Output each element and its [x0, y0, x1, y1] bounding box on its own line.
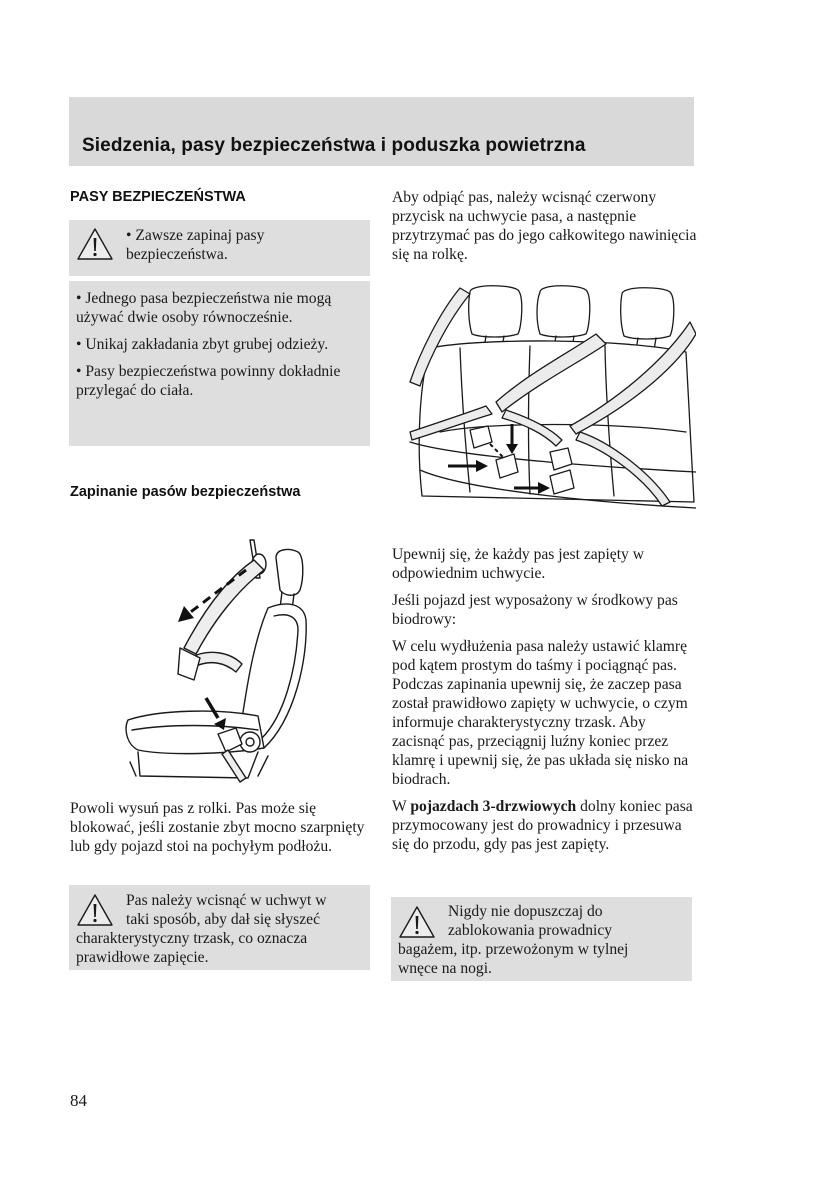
three-door-paragraph: [392, 797, 697, 854]
warning-2-line-1: Pas należy wcisnąć w uchwyt w: [126, 892, 327, 909]
warning-2-line-3: charakterystyczny trzask, co oznacza: [76, 930, 308, 947]
warning-1-line-1: • Zawsze zapinaj pasy: [126, 227, 265, 244]
warning-triangle-icon: [397, 904, 437, 940]
lap-belt-paragraph: Jeśli pojazd jest wyposażony w środkowy pas biodrowy:: [392, 592, 678, 628]
pull-belt-paragraph: Powoli wysuń pas z rolki. Pas może się blokować, jeśli zostanie zbyt mocno szarpnięty lub gdy pojazd stoi na pochyłym podłożu.: [70, 800, 365, 855]
check-buckle-paragraph: Upewnij się, że każdy pas jest zapięty w odpowiednim uchwycie.: [392, 546, 645, 582]
unbuckle-paragraph: Aby odpiąć pas, należy wcisnąć czerwony przycisk na uchwycie pasa, a następnie przytrzymać pas do jego całkowitego nawinięcia się na rolkę.: [392, 189, 697, 263]
chapter-header: [69, 97, 694, 166]
adjust-lap-belt-paragraph: W celu wydłużenia pasa należy ustawić klamrę pod kątem prostym do taśmy i pociągnąć pas. Podczas zapinania upewnij się, że zaczep pasa został prawidłowo zapięty w uchwycie, o czym informuje charakterystyczny trzask. Aby zacisnąć pas, przeciągnij luźny koniec przez klamrę i upewnij się, że pas układa się nisko na biodrach.: [392, 638, 689, 788]
right-text-block: [392, 545, 697, 862]
info-box: [69, 281, 370, 446]
three-door-bold: pojazdach 3-drzwiowych: [410, 798, 577, 815]
rear-seat-belts-illustration: [400, 282, 696, 532]
chapter-title: Siedzenia, pasy bezpieczeństwa i poduszka powietrzna: [82, 135, 586, 156]
bullet-item: • Pasy bezpieczeństwa powinny dokładnie przylegać do ciała.: [76, 363, 341, 399]
warning-3-line-2: zablokowania prowadnicy: [448, 922, 613, 939]
warning-triangle-icon: [75, 226, 115, 262]
warning-box-1: [69, 220, 370, 276]
warning-2-line-2: taki sposób, aby dał się słyszeć: [126, 911, 321, 928]
warning-3-line-3: bagażem, itp. przewożonym w tylnej: [398, 941, 629, 958]
three-door-suffix: dolny koniec pasa przymocowany jest do prowadnicy i przesuwa się do przodu, gdy pas jest zapięty.: [392, 798, 693, 853]
page-number: 84: [70, 1091, 87, 1110]
warning-box-3: [391, 897, 692, 981]
warning-3-line-1: Nigdy nie dopuszczaj do: [448, 903, 603, 920]
warning-3-line-4: wnęce na nogi.: [398, 960, 492, 977]
bullet-item: • Jednego pasa bezpieczeństwa nie mogą używać dwie osoby równocześnie.: [76, 290, 332, 326]
three-door-prefix: W: [392, 798, 411, 815]
warning-1-line-2: bezpieczeństwa.: [126, 246, 228, 263]
seat-belt-fastening-illustration: [118, 530, 318, 790]
warning-2-line-4: prawidłowe zapięcie.: [76, 949, 209, 966]
section-heading: PASY BEZPIECZEŃSTWA: [70, 189, 246, 205]
bullet-item: • Unikaj zakładania zbyt grubej odzieży.: [76, 336, 329, 353]
subsection-heading: Zapinanie pasów bezpieczeństwa: [70, 484, 301, 500]
warning-triangle-icon: [75, 892, 115, 928]
warning-box-2: [69, 885, 370, 970]
